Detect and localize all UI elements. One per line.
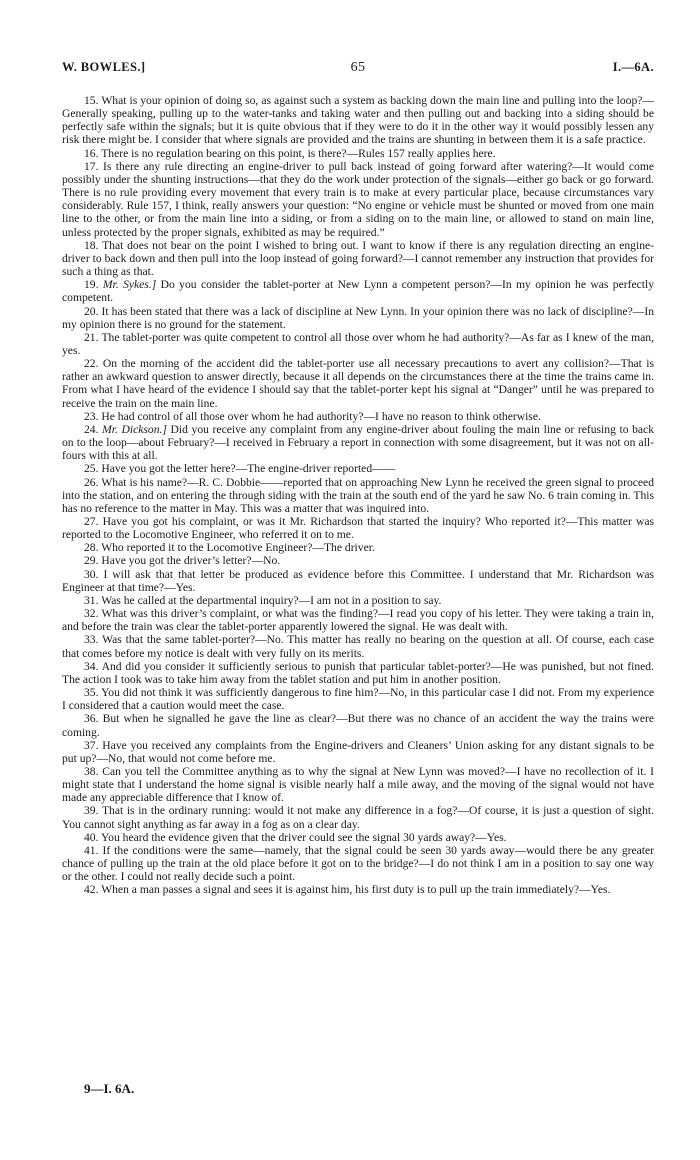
- testimony-paragraph: 32. What was this driver’s complaint, or what was the finding?—I read you copy of his letter. They were taking a train in, and before the train was clear the tablet-porter apparently lowered the signal. He was dealt with.: [62, 607, 654, 634]
- testimony-paragraph: 37. Have you received any complaints from the Engine-drivers and Cleaners’ Union asking for any distant signals to be put up?—No, that would not come before me.: [62, 738, 654, 765]
- question-answer-text: That does not bear on the point I wished to bring out. I want to know if there is any regulation directing an engine-driver to back down and then pull into the loop instead of going forward?—I cannot remember any instruction that provides for such a thing as that.: [62, 238, 655, 279]
- question-answer-text: Was he called at the departmental inquiry?—I am not in a position to say.: [101, 593, 442, 607]
- testimony-paragraph: 21. The tablet-porter was quite competent to control all those over whom he had authority?—As far as I knew of the man, yes.: [62, 330, 654, 357]
- question-number: 18: [84, 238, 96, 252]
- testimony-paragraph: 42. When a man passes a signal and sees it is against him, his first duty is to pull up the train immediately?—Yes.: [84, 883, 611, 897]
- testimony-paragraph: 23. He had control of all those over whom he had authority?—I have no reason to think otherwise.: [84, 409, 541, 423]
- question-number: 25: [84, 462, 96, 476]
- question-answer-text: He had control of all those over whom he had authority?—I have no reason to think otherwise.: [101, 409, 541, 423]
- speaker-name: Mr. Sykes.]: [102, 278, 157, 292]
- testimony-paragraph: 22. On the morning of the accident did the tablet-porter use all necessary precautions to avert any collision?—That is rather an awkward question to answer directly, because it all depends on the circumstances there at the time the trains came in. From what I have heard of the evidence I should say that the tablet-porter kept his signal at “Danger” until he was prepared to receive the train on the main line.: [62, 357, 655, 410]
- testimony-paragraph: 40. You heard the evidence given that the driver could see the signal 30 yards away?—Yes.: [84, 830, 507, 844]
- testimony-paragraph: 39. That is in the ordinary running: would it not make any difference in a fog?—Of course, it is just a question of sight. You cannot sight anything as far away in a fog as on a clear day.: [62, 804, 654, 831]
- testimony-paragraph: 36. But when he signalled he gave the line as clear?—But there was no chance of an accident the way the trains were coming.: [62, 712, 655, 739]
- page-header: [62, 60, 654, 78]
- speaker-name: Mr. Dickson.]: [102, 422, 167, 436]
- question-number: 23: [84, 409, 96, 423]
- question-answer-text: That is in the ordinary running: would it not make any difference in a fog?—Of course, it is just a question of sight. You cannot sight anything as far away in a fog as on a clear day.: [62, 804, 654, 831]
- page-footer-signature: 9—I. 6A.: [84, 1081, 135, 1096]
- testimony-paragraph: 24. Mr. Dickson.] Did you receive any complaint from any engine-driver about fouling the main line or refusing to back on to the loop—about February?—I received in February a report in connection with some disagreement, but it was not on all-fours with this at all.: [62, 422, 654, 463]
- question-answer-text: Was that the same tablet-porter?—No. This matter has really no bearing on the question at all. Of course, each case that comes before my notice is dealt with very fully on its merits.: [62, 633, 654, 660]
- question-number: 32: [84, 607, 96, 621]
- testimony-paragraph: 41. If the conditions were the same—namely, that the signal could be seen 30 yards away—would there be any greater chance of pulling up the train at the old place before it got on to the bridge?—I do not think I am in a position to say one way or the other. I could not really decide such a point.: [62, 843, 655, 884]
- question-answer-text: I will ask that that letter be produced as evidence before this Committee. I understand that Mr. Richardson was Engineer at that time?—Yes.: [62, 567, 654, 594]
- testimony-paragraph: 30. I will ask that that letter be produced as evidence before this Committee. I understand that Mr. Richardson was Engineer at that time?—Yes.: [62, 567, 654, 594]
- question-answer-text: But when he signalled he gave the line as clear?—But there was no chance of an accident the way the trains were coming.: [62, 712, 655, 739]
- testimony-paragraph: 28. Who reported it to the Locomotive Engineer?—The driver.: [84, 541, 375, 555]
- question-answer-text: Have you got his complaint, or was it Mr. Richardson that started the inquiry? Who reported it?—This matter was reported to the Locomotive Engineer, who referred it on to me.: [62, 515, 654, 542]
- testimony-paragraph: 29. Have you got the driver’s letter?—No.: [84, 554, 281, 568]
- question-answer-text: It has been stated that there was a lack of discipline at New Lynn. In your opinion there was no lack of discipline?—In my opinion there is no ground for the statement.: [62, 304, 655, 331]
- question-answer-text: You heard the evidence given that the driver could see the signal 30 yards away?—Yes.: [100, 830, 507, 844]
- question-answer-text: What is your opinion of doing so, as against such a system as backing down the main line and pulling into the loop?—Generally speaking, pulling up to the water-tanks and taking water and then pulling out and backing into a siding should be perfectly safe within the signals; but it is quite obvious that if they were to do it in the other way it would possibly lessen any risk there might be. I consider that where signals are provided and the trains are shunting in between them it is a safe practice.: [62, 94, 654, 147]
- question-answer-text: Can you tell the Committee anything as to why the signal at New Lynn was moved?—I have no recollection of it. I might state that I understand the home signal is visible nearly half a mile away, and the moving of the signal would not have made any appreciable difference that I know of.: [62, 764, 654, 805]
- question-number: 17: [84, 159, 96, 173]
- question-number: 33: [84, 633, 96, 647]
- testimony-paragraph: 18. That does not bear on the point I wished to bring out. I want to know if there is any regulation directing an engine-driver to back down and then pull into the loop instead of going forward?—I cannot remember any instruction that provides for such a thing as that.: [62, 238, 655, 279]
- testimony-paragraph: 25. Have you got the letter here?—The engine-driver reported——: [84, 462, 396, 476]
- testimony-paragraph: 31. Was he called at the departmental inquiry?—I am not in a position to say.: [84, 593, 442, 607]
- question-number: 35: [84, 686, 96, 700]
- question-answer-text: When a man passes a signal and sees it is against him, his first duty is to pull up the train immediately?—Yes.: [101, 883, 611, 897]
- question-number: 21: [84, 330, 96, 344]
- testimony-paragraph: 38. Can you tell the Committee anything as to why the signal at New Lynn was moved?—I have no recollection of it. I might state that I understand the home signal is visible nearly half a mile away, and the moving of the signal would not have made any appreciable difference that I know of.: [62, 764, 654, 805]
- testimony-paragraph: 27. Have you got his complaint, or was it Mr. Richardson that started the inquiry? Who reported it?—This matter was reported to the Locomotive Engineer, who referred it on to me.: [62, 515, 654, 542]
- question-answer-text: And did you consider it sufficiently serious to punish that particular tablet-porter?—He was punished, but not fined. The action I took was to take him away from the tablet station and put him in another position.: [62, 659, 654, 686]
- question-number: 31: [84, 593, 96, 607]
- question-number: 29: [84, 554, 96, 568]
- question-answer-text: What was this driver’s complaint, or what was the finding?—I read you copy of his letter. They were taking a train in, and before the train was clear the tablet-porter apparently lowered the signal. He was dealt with.: [62, 607, 654, 634]
- question-number: 27: [84, 515, 96, 528]
- testimony-paragraph: 17. Is there any rule directing an engine-driver to pull back instead of going forward after watering?—It would come possibly under the shunting instructions—that they do the work under protection of the signals—either go back or go forward. There is no rule providing every movement that every train is to make at every particular place, because circumstances vary considerably. Rule 157, I think, really answers your question: “No engine or vehicle must be shunted or moved from one main line to the other, or from the main line into a siding, or from a siding on to the main line, or allowed to stand on main line, unless protected by the proper signals, exhibited as may be required.”: [62, 159, 655, 239]
- question-number: 34: [84, 659, 96, 673]
- question-number: 41: [84, 843, 96, 857]
- testimony-paragraph: 19. Mr. Sykes.] Do you consider the tablet-porter at New Lynn a competent person?—In my opinion he was perfectly competent.: [62, 278, 655, 305]
- testimony-paragraph: 35. You did not think it was sufficiently dangerous to fine him?—No, in this particular case I did not. From my experience I considered that a caution would meet the case.: [62, 686, 655, 713]
- question-answer-text: If the conditions were the same—namely, that the signal could be seen 30 yards away—would there be any greater chance of pulling up the train at the old place before it got on to the bridge?—I do not think I am in a position to say one way or the other. I could not really decide such a point.: [62, 843, 655, 884]
- question-number: 19: [84, 278, 96, 292]
- question-number: 38: [84, 764, 96, 778]
- question-answer-text: Who reported it to the Locomotive Engineer?—The driver.: [101, 541, 375, 555]
- question-number: 20: [84, 304, 96, 318]
- header-paper-code: I.—6A.: [612, 60, 654, 74]
- question-number: 26: [84, 475, 96, 489]
- question-answer-text: Have you received any complaints from the Engine-drivers and Cleaners’ Union asking for any distant signals to be put up?—No, that would not come before me.: [62, 738, 654, 765]
- testimony-body: [62, 94, 654, 897]
- testimony-paragraph: 20. It has been stated that there was a lack of discipline at New Lynn. In your opinion there was no lack of discipline?—In my opinion there is no ground for the statement.: [62, 304, 655, 331]
- question-number: 22: [84, 357, 96, 371]
- question-number: 39: [84, 804, 96, 818]
- testimony-paragraph: 16. There is no regulation bearing on this point, is there?—Rules 157 really applies here.: [84, 146, 496, 160]
- question-answer-text: Did you receive any complaint from any engine-driver about fouling the main line or refusing to back on to the loop—about February?—I received in February a report in connection with some disagreement, but it was not on all-fours with this at all.: [62, 422, 654, 463]
- question-number: 40: [84, 830, 96, 844]
- page-number: 65: [350, 60, 366, 75]
- question-answer-text: On the morning of the accident did the tablet-porter use all necessary precautions to avert any collision?—That is rather an awkward question to answer directly, because it all depends on the circumstances there at the time the trains came in. From what I have heard of the evidence I should say that the tablet-porter kept his signal at “Danger” until he was prepared to receive the train on the main line.: [62, 357, 655, 410]
- question-number: 30: [84, 567, 96, 581]
- testimony-paragraph: 26. What is his name?—R. C. Dobbie——reported that on approaching New Lynn he received the green signal to proceed into the station, and on entering the through siding with the train at the south end of the yard he saw No. 6 train coming in. This has no reference to the matter in May. This was a matter that was inquired into.: [62, 475, 654, 515]
- question-number: 28: [84, 541, 96, 555]
- testimony-paragraph: 34. And did you consider it sufficiently serious to punish that particular tablet-porter?—He was punished, but not fined. The action I took was to take him away from the tablet station and put him in another position.: [62, 659, 654, 686]
- testimony-paragraph: 33. Was that the same tablet-porter?—No. This matter has really no bearing on the question at all. Of course, each case that comes before my notice is dealt with very fully on its merits.: [62, 633, 654, 660]
- question-answer-text: The tablet-porter was quite competent to control all those over whom he had authority?—As far as I knew of the man, yes.: [62, 330, 654, 357]
- question-number: 24: [84, 422, 96, 436]
- question-number: 37: [84, 738, 96, 752]
- question-answer-text: Is there any rule directing an engine-driver to pull back instead of going forward after watering?—It would come possibly under the shunting instructions—that they do the work under protection of the signals—either go back or go forward. There is no rule providing every movement that every train is to make at every particular place, because circumstances vary considerably. Rule 157, I think, really answers your question: “No engine or vehicle must be shunted or moved from one main line to the other, or from the main line into a siding, or from a siding on to the main line, or allowed to stand on main line, unless protected by the proper signals, exhibited as may be required.”: [62, 159, 655, 239]
- question-answer-text: There is no regulation bearing on this point, is there?—Rules 157 really applies here.: [101, 146, 496, 160]
- question-number: 42: [84, 883, 96, 897]
- question-answer-text: You did not think it was sufficiently dangerous to fine him?—No, in this particular case I did not. From my experience I considered that a caution would meet the case.: [62, 686, 655, 713]
- question-answer-text: Do you consider the tablet-porter at New Lynn a competent person?—In my opinion he was perfectly competent.: [62, 278, 655, 305]
- header-witness-name: W. BOWLES.]: [62, 60, 146, 74]
- question-number: 15: [84, 94, 96, 107]
- question-answer-text: Have you got the driver’s letter?—No.: [101, 554, 281, 568]
- question-number: 36: [84, 712, 96, 726]
- question-answer-text: What is his name?—R. C. Dobbie——reported that on approaching New Lynn he received the green signal to proceed into the station, and on entering the through siding with the train at the south end of the yard he saw No. 6 train coming in. This has no reference to the matter in May. This was a matter that was inquired into.: [62, 475, 654, 515]
- testimony-paragraph: 15. What is your opinion of doing so, as against such a system as backing down the main line and pulling into the loop?—Generally speaking, pulling up to the water-tanks and taking water and then pulling out and backing into a siding should be perfectly safe within the signals; but it is quite obvious that if they were to do it in the other way it would possibly lessen any risk there might be. I consider that where signals are provided and the trains are shunting in between them it is a safe practice.: [62, 94, 654, 147]
- question-answer-text: Have you got the letter here?—The engine-driver reported——: [101, 462, 396, 476]
- question-number: 16: [84, 146, 96, 160]
